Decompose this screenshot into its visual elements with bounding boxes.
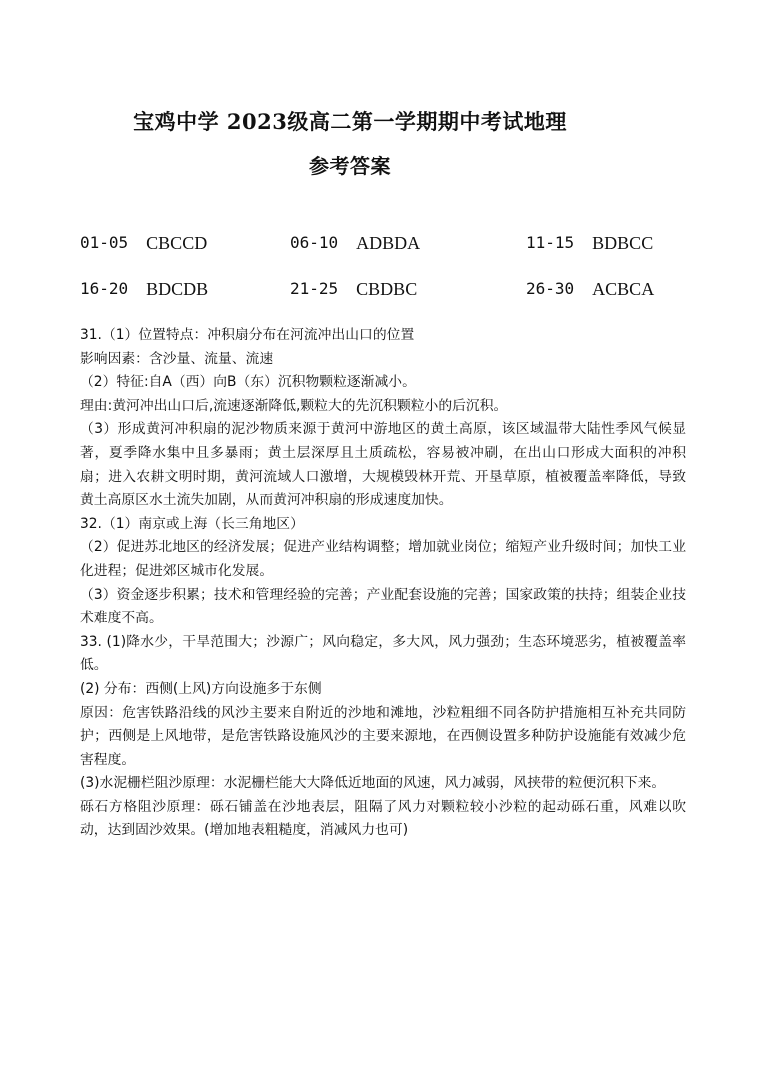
answer-letters: ADBDA [356,232,421,253]
answer-group [526,233,700,254]
answer-row [80,220,700,266]
answer-letters: ACBCA [592,278,655,299]
answer-explanations [80,324,686,843]
answer-group [80,279,290,300]
paragraph-q32-1: 32.（1）南京或上海（长三角地区） [80,515,304,532]
page-title: 宝鸡中学 2023级高二第一学期期中考试地理 [133,109,567,134]
answer-row [80,266,700,312]
paragraph-q33-1: 33. (1)降水少，干旱范围大；沙源广；风向稳定，多大风，风力强劲；生态环境恶劣，植被覆盖率低。 [80,633,686,674]
paragraph-q31-1-factors: 影响因素：含沙量、流量、流速 [80,350,274,367]
answer-letters: CBDBC [356,278,418,299]
paragraph-q33-2: (2) 分布：西侧(上风)方向设施多于东侧 [80,680,322,697]
answer-letters: BDBCC [592,232,654,253]
answer-group [290,233,526,254]
question-range: 26-30 [526,278,575,298]
question-range: 21-25 [290,278,339,298]
answer-group [80,233,290,254]
question-range: 16-20 [80,278,129,298]
answer-letters: BDCDB [146,278,209,299]
paragraph-q33-3: (3)水泥栅栏阻沙原理：水泥栅栏能大大降低近地面的风速，风力减弱，风挟带的粒便沉积下来。 [80,775,666,792]
question-range: 06-10 [290,232,339,252]
paragraph-q31-3: （3）形成黄河冲积扇的泥沙物质来源于黄河中游地区的黄土高原，该区域温带大陆性季风气候显著，夏季降水集中且多暴雨；黄土层深厚且土质疏松，容易被冲刷，在出山口形成大面积的冲积扇；进入农耕文明时期，黄河流域人口激增，大规模毁林开荒、开垦草原，植被覆盖率降低，导致黄土高原区水土流失加剧，从而黄河冲积扇的形成速度加快。 [80,421,686,509]
paragraph-q33-3-gravel: 砾石方格阻沙原理：砾石铺盖在沙地表层，阻隔了风力对颗粒较小沙粒的起动砾石重，风难以吹动，达到固沙效果。(增加地表粗糙度，消减风力也可) [80,798,686,839]
paragraph-q31-1: 31.（1）位置特点：冲积扇分布在河流冲出山口的位置 [80,327,415,343]
page-subtitle: 参考答案 [309,154,391,178]
question-range: 01-05 [80,232,129,252]
paragraph-q31-2: （2）特征:自A（西）向B（东）沉积物颗粒逐渐减小。 [80,374,416,391]
paragraph-q31-2-reason: 理由:黄河冲出山口后,流速逐渐降低,颗粒大的先沉积颗粒小的后沉积。 [80,397,508,414]
paragraph-q32-2: （2）促进苏北地区的经济发展；促进产业结构调整；增加就业岗位；缩短产业升级时间；加快工业化进程；促进郊区城市化发展。 [80,539,686,579]
answer-group [290,279,526,300]
answer-group [526,279,700,300]
answer-letters: CBCCD [146,232,208,253]
multiple-choice-answers [80,220,700,312]
question-range: 11-15 [526,232,575,252]
paragraph-q32-3: （3）资金逐步积累；技术和管理经验的完善；产业配套设施的完善；国家政策的扶持；组装企业技术难度不高。 [80,586,686,627]
paragraph-q33-2-reason: 原因：危害铁路沿线的风沙主要来自附近的沙地和滩地，沙粒粗细不同各防护措施相互补充共同防护；西侧是上风地带，是危害铁路设施风沙的主要来源地，在西侧设置多种防护设施能有效减少危害程度。 [80,704,686,768]
